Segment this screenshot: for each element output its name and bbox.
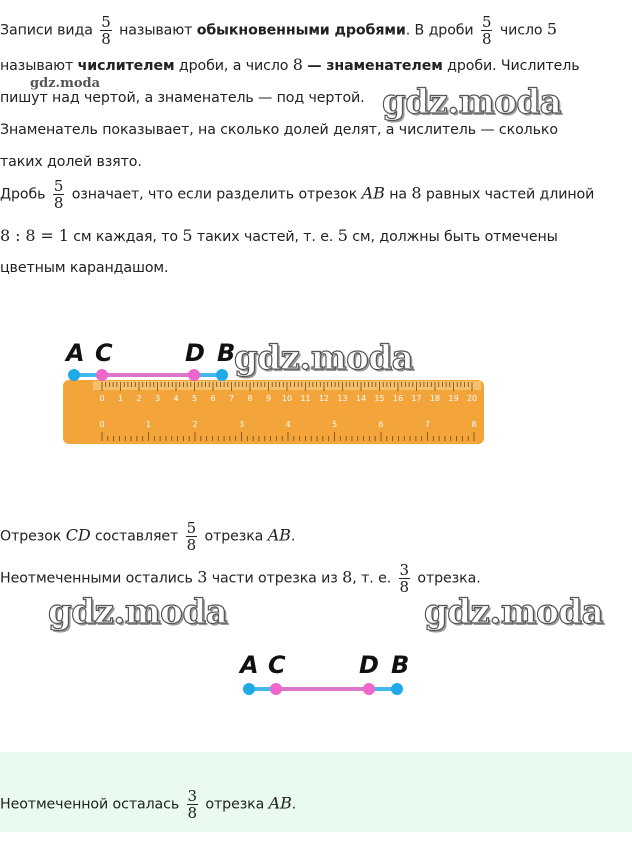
point-b [216, 369, 228, 381]
text: , т. е. [352, 570, 392, 587]
point-d [188, 369, 200, 381]
math: 3 [197, 567, 208, 587]
label-a: A [66, 339, 85, 367]
math: AB [267, 525, 291, 545]
text: дроби. Числитель [447, 58, 580, 74]
ruler-tick-label: 0 [99, 394, 105, 403]
math: 8 : 8 = 1 [0, 226, 69, 245]
text: называют [119, 22, 193, 39]
text: дроби, а число [178, 58, 289, 74]
text: см каждая, то [73, 229, 178, 245]
ruler-tick-label: 7 [424, 420, 431, 429]
text: называют [0, 58, 74, 74]
ruler-tick-label: 11 [300, 394, 311, 403]
math: 8 [342, 567, 353, 587]
point-a [68, 369, 80, 381]
ruler-tick-label: 5 [191, 394, 198, 403]
ruler-tick-label: 18 [429, 394, 441, 403]
text: Неотмеченными остались [0, 570, 193, 587]
p2-line1 [0, 178, 594, 211]
ruler-tick-label: 12 [318, 394, 330, 403]
label-b: B [217, 339, 236, 367]
text: см, должны быть отмечены [352, 229, 558, 245]
label-d: D [185, 339, 205, 367]
ruler-tick-label: 14 [355, 394, 367, 403]
watermark: gdz.moda [48, 592, 228, 632]
p2-line2 [0, 226, 558, 245]
fraction-5-8: $\frac{5}{8}$ [481, 13, 492, 48]
p1-line3 [0, 90, 365, 106]
answer-line [0, 788, 296, 821]
label-b: B [391, 651, 410, 679]
point-d [363, 683, 375, 695]
text: . В дроби [405, 22, 474, 39]
text: составляет [94, 528, 179, 545]
math: 5 [337, 226, 348, 245]
text: Неотмеченной осталась [0, 796, 180, 813]
watermark: gdz.moda [30, 76, 101, 91]
math: 8 [411, 183, 422, 203]
text: число [499, 22, 543, 39]
ruler-tick-label: 6 [378, 420, 384, 429]
text: части отрезка из [211, 570, 338, 587]
text: означает, что если разделить отрезок [71, 186, 358, 203]
bold-term: — знаменателем [307, 58, 443, 74]
ruler-tick-label: 7 [228, 394, 235, 403]
ruler-tick-label: 8 [471, 420, 477, 429]
ruler-tick-label: 19 [448, 394, 459, 403]
fraction-5-8: $\frac{5}{8}$ [101, 13, 111, 48]
ruler-tick-label: 3 [238, 420, 245, 429]
ruler-tick-label: 8 [247, 394, 253, 403]
ruler-tick-label: 1 [117, 394, 124, 403]
point-b [391, 683, 403, 695]
math: 5 [182, 226, 193, 245]
ruler-tick-label: 20 [466, 394, 478, 403]
p4-line [0, 562, 481, 595]
text: . [290, 528, 296, 545]
label-d: D [359, 651, 379, 679]
fraction-5-8: $\frac{5}{8}$ [53, 177, 64, 212]
math: 5 [546, 19, 558, 39]
label-c: C [268, 651, 286, 679]
text: таких долей взято. [0, 154, 142, 170]
watermark: gdz.moda [382, 82, 562, 122]
text: . [291, 796, 297, 813]
watermark: gdz.moda [234, 338, 414, 378]
text: таких частей, т. е. [196, 229, 334, 245]
math: CD [65, 525, 91, 545]
text: цветным карандашом. [0, 260, 169, 276]
text: отрезка [205, 796, 265, 813]
text: Записи вида [0, 22, 93, 39]
label-a: A [240, 651, 259, 679]
point-c [96, 369, 108, 381]
ruler-tick-label: 0 [99, 420, 105, 429]
ruler-tick-label: 2 [192, 420, 198, 429]
ruler-tick-label: 15 [374, 394, 385, 403]
fraction-3-8: $\frac{3}{8}$ [187, 787, 197, 822]
text: равных частей длиной [425, 186, 595, 203]
p2-line3 [0, 260, 168, 276]
ruler-tick-label: 1 [145, 420, 152, 429]
bold-term: числителем [77, 58, 175, 74]
bold-term: обыкновенными дробями [196, 22, 406, 39]
p1-line2 [0, 55, 579, 74]
text: Отрезок [0, 528, 62, 545]
fraction-3-8: $\frac{3}{8}$ [399, 561, 409, 596]
ruler-tick-label: 2 [136, 394, 142, 403]
ruler-tick-label: 16 [392, 394, 404, 403]
text: пишут над чертой, а знаменатель — под чертой. [0, 90, 365, 106]
p1-line1 [0, 14, 557, 47]
text: отрезка. [417, 570, 481, 587]
ruler-tick-label: 10 [281, 394, 293, 403]
text: Дробь [0, 186, 46, 203]
ruler-tick-label: 3 [154, 394, 161, 403]
ruler-tick-label: 4 [173, 394, 179, 403]
p1-line5 [0, 154, 142, 170]
ruler-tick-label: 5 [331, 420, 338, 429]
ruler-tick-label: 9 [265, 394, 272, 403]
math: AB [268, 793, 292, 813]
ruler-tick-label: 17 [411, 394, 422, 403]
text: Знаменатель показывает, на сколько долей делят, а числитель — сколько [0, 122, 558, 138]
text: отрезка [204, 528, 264, 545]
watermark: gdz.moda [424, 592, 604, 632]
ruler-tick-label: 4 [285, 420, 291, 429]
math: AB [361, 183, 385, 203]
point-a [243, 683, 255, 695]
p1-line4 [0, 122, 558, 138]
figure-segment [230, 645, 420, 705]
math: 8 [292, 55, 303, 74]
point-c [270, 683, 282, 695]
text: на [389, 186, 407, 203]
fraction-5-8: $\frac{5}{8}$ [186, 519, 197, 554]
p3-line [0, 520, 295, 553]
label-c: C [95, 339, 113, 367]
ruler-tick-label: 6 [210, 394, 216, 403]
ruler-tick-label: 13 [337, 394, 348, 403]
